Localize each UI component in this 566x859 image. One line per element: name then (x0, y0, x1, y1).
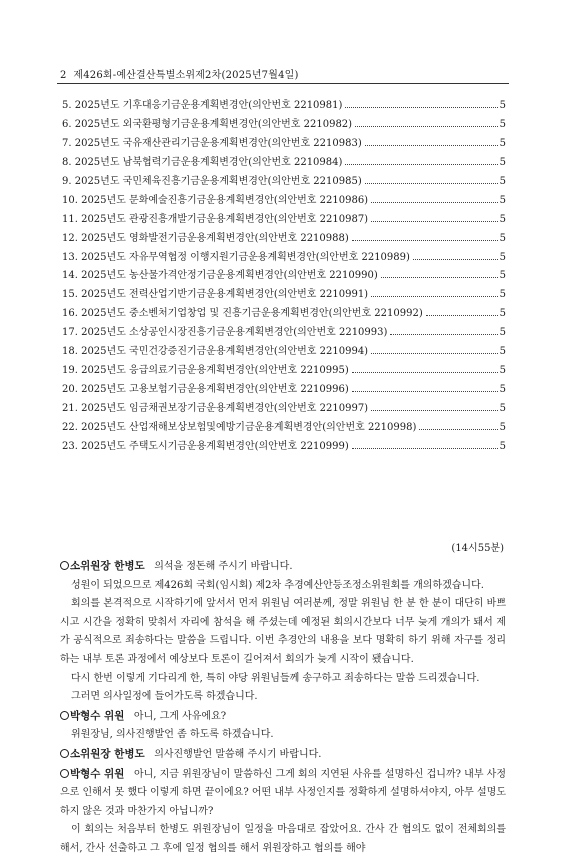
time-note: (14시55분) (451, 543, 504, 554)
toc-leader-dots (390, 334, 497, 335)
toc-item (62, 418, 506, 437)
toc-item-page: 5 (499, 365, 506, 377)
toc-item-page: 5 (499, 194, 506, 206)
toc-item-title: 18. 2025년도 국민건강증진기금운용계획변경안(의안번호 2210994) (62, 346, 369, 358)
toc-item-title: 14. 2025년도 농산물가격안정기금운용계획변경안(의안번호 2210990) (62, 270, 378, 282)
speech-paragraph (60, 557, 506, 577)
toc-item (62, 361, 506, 380)
toc-item (62, 96, 506, 115)
speaker-circle-icon (60, 711, 69, 720)
paragraph-text: 이 회의는 처음부터 한병도 위원장님이 일정을 마음대로 잡았어요. 간사 간 협의도 없이 전체회의를 해서, 간사 선출하고 그 후에 일정 협의를 해서 위원장하고 협의를 해야 (60, 824, 506, 854)
toc-leader-dots (365, 145, 498, 146)
page-header (60, 66, 299, 81)
toc-item-page: 5 (499, 232, 506, 244)
toc-item (62, 342, 506, 361)
speaker-circle-icon (60, 769, 69, 778)
toc-leader-dots (426, 315, 498, 316)
toc-item (62, 229, 506, 248)
toc-item (62, 285, 506, 304)
toc-item-title: 19. 2025년도 응급의료기금운용계획변경안(의안번호 2210995) (62, 365, 349, 377)
toc-item-title: 21. 2025년도 임금채권보장기금운용계획변경안(의안번호 2210997) (62, 403, 369, 414)
speaker-name: 박형수 위원 (70, 767, 125, 780)
body-paragraph (60, 577, 506, 596)
toc-item (62, 191, 506, 210)
header-divider (57, 83, 509, 84)
speech-paragraph (60, 707, 506, 727)
toc-item-title: 5. 2025년도 기후대응기금운용계획변경안(의안번호 2210981) (62, 100, 343, 111)
toc-item (62, 134, 506, 153)
speaker-name: 소위원장 한병도 (70, 747, 145, 760)
toc-item-title: 23. 2025년도 주택도시기금운용계획변경안(의안번호 2210999) (62, 440, 349, 452)
toc-item-page: 5 (499, 403, 506, 414)
speech-text: 아니, 지금 위원장님이 말씀하신 그게 회의 지연된 사유를 설명하신 겁니까? 내부 사정으로 인해서 못 했다 이렇게 하면 끝이에요? 어떤 내부 사정인지를 정확하게 설명하셔야지, 아무 설명도 하지 않은 것과 마찬가지 아닙니까? (60, 768, 506, 817)
toc-leader-dots (419, 429, 497, 430)
toc-leader-dots (365, 183, 498, 184)
toc-leader-dots (371, 221, 498, 222)
toc-item-page: 5 (499, 118, 506, 130)
toc-item-page: 5 (499, 346, 506, 358)
speech-text: 의석을 정돈해 주시기 바랍니다. (154, 561, 293, 572)
toc-item (62, 210, 506, 229)
body-paragraph (60, 688, 506, 707)
toc-item (62, 380, 506, 399)
toc-item-page: 5 (499, 327, 506, 339)
toc-item-title: 22. 2025년도 산업재해보상보험및예방기금운용계획변경안(의안번호 2210998) (62, 421, 417, 433)
toc-item (62, 323, 506, 342)
body-paragraph (60, 595, 506, 669)
toc-item (62, 153, 506, 172)
speech-text: 의사진행발언 말씀해 주시기 바랍니다. (154, 748, 322, 760)
toc-item (62, 399, 506, 418)
toc-item-title: 13. 2025년도 자유무역협정 이행지원기금운용계획변경안(의안번호 2210989) (62, 251, 410, 263)
toc-item-title: 17. 2025년도 소상공인시장진흥기금운용계획변경안(의안번호 2210993) (62, 327, 388, 339)
toc-item-page: 5 (499, 308, 506, 320)
paragraph-text: 다시 한번 이렇게 기다리게 한, 특히 야당 위원님들께 송구하고 죄송하다는 말씀 드리겠습니다. (71, 672, 480, 684)
toc-leader-dots (413, 259, 498, 260)
toc-item-page: 5 (499, 289, 506, 301)
toc-item-title: 20. 2025년도 고용보험기금운용계획변경안(의안번호 2210996) (62, 384, 349, 396)
toc-item-page: 5 (499, 100, 506, 111)
speaker-name: 박형수 위원 (70, 709, 125, 722)
toc-item-page: 5 (499, 384, 506, 396)
toc-leader-dots (345, 107, 497, 108)
toc-item-page: 5 (499, 156, 506, 168)
toc-item (62, 115, 506, 134)
page-number: 2 (60, 70, 67, 81)
toc-item (62, 304, 506, 323)
toc-leader-dots (345, 164, 497, 165)
paragraph-text: 위원장님, 의사진행발언 좀 하도록 하겠습니다. (71, 729, 274, 741)
toc-item-title: 9. 2025년도 국민체육진흥기금운용계획변경안(의안번호 2210985) (62, 175, 362, 187)
header-title: 제426회-예산결산특별소위제2차(2025년7월4일) (73, 70, 299, 81)
toc-item-page: 5 (499, 213, 506, 225)
toc-item-title: 12. 2025년도 영화발전기금운용계획변경안(의안번호 2210988) (62, 232, 349, 244)
toc-item-title: 10. 2025년도 문화예술진흥기금운용계획변경안(의안번호 2210986) (62, 194, 369, 206)
toc-leader-dots (352, 240, 498, 241)
speech-paragraph (60, 765, 506, 822)
paragraph-text: 그러면 의사일정에 들어가도록 하겠습니다. (71, 691, 258, 703)
toc-leader-dots (371, 410, 498, 411)
paragraph-text: 회의를 본격적으로 시작하기에 앞서서 먼저 위원님 여러분께, 정말 위원님 한 분 한 분이 대단히 바쁘시고 시간을 정확히 맞춰서 자리에 참석을 해 주셨는데 예정된 회의시간보다 너무 늦게 개의가 돼서 제가 공식적으로 죄송하다는 말씀을 드립니다. 이번 추경안의 내용을 보다 명확히 하기 위해 자구를 정리하는 내부 토론 과정에서 예상보다 토론이 길어져서 회의가 늦게 시작이 됐습니다. (60, 598, 506, 665)
table-of-contents (62, 96, 506, 456)
speech-paragraph (60, 745, 506, 765)
toc-leader-dots (371, 296, 498, 297)
toc-item-page: 5 (499, 421, 506, 433)
toc-item (62, 437, 506, 456)
toc-leader-dots (371, 202, 498, 203)
toc-item-title: 11. 2025년도 관광진흥개발기금운용계획변경안(의안번호 2210987) (62, 213, 369, 225)
body-paragraph (60, 726, 506, 745)
toc-leader-dots (352, 448, 498, 449)
toc-leader-dots (381, 277, 498, 278)
toc-item-page: 5 (499, 270, 506, 282)
toc-item-title: 8. 2025년도 남북협력기금운용계획변경안(의안번호 2210984) (62, 156, 343, 168)
toc-item-title: 6. 2025년도 외국환평형기금운용계획변경안(의안번호 2210982) (62, 118, 353, 130)
speech-text: 아니, 그게 사유에요? (133, 710, 227, 722)
toc-item-page: 5 (499, 251, 506, 263)
speaker-circle-icon (60, 749, 69, 758)
toc-item-title: 7. 2025년도 국유재산관리기금운용계획변경안(의안번호 2210983) (62, 137, 362, 149)
toc-item (62, 266, 506, 285)
body-paragraph (60, 670, 506, 689)
toc-item (62, 248, 506, 267)
toc-leader-dots (355, 126, 498, 127)
toc-item (62, 172, 506, 191)
paragraph-text: 성원이 되었으므로 제426회 국회(임시회) 제2차 추경예산안등조정소위원회를 개의하겠습니다. (71, 579, 484, 591)
transcript-body (60, 557, 506, 859)
toc-leader-dots (352, 391, 498, 392)
speaker-circle-icon (60, 561, 69, 570)
toc-leader-dots (352, 372, 498, 373)
toc-item-title: 15. 2025년도 전력산업기반기금운용계획변경안(의안번호 2210991) (62, 289, 369, 301)
toc-item-page: 5 (499, 440, 506, 452)
body-paragraph (60, 821, 506, 858)
toc-item-page: 5 (499, 137, 506, 149)
speaker-name: 소위원장 한병도 (70, 560, 145, 572)
toc-item-title: 16. 2025년도 중소벤처기업창업 및 진흥기금운용계획변경안(의안번호 2210992) (62, 308, 423, 320)
toc-leader-dots (371, 353, 498, 354)
toc-item-page: 5 (499, 175, 506, 187)
